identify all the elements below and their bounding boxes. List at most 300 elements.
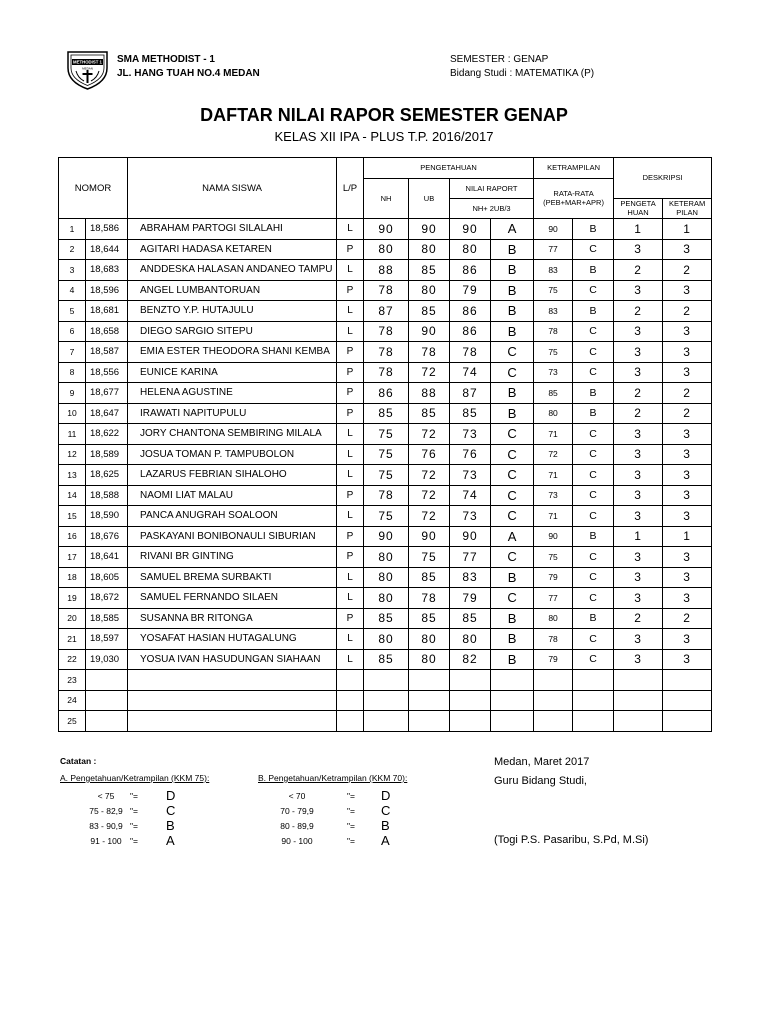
- nilai-raport: 82: [450, 649, 491, 670]
- deskripsi-pengetahuan: 3: [614, 506, 663, 527]
- nilai-raport: 86: [450, 301, 491, 322]
- gender: L: [337, 506, 364, 527]
- legend-equals: "=: [347, 791, 355, 801]
- ketrampilan-score: 80: [534, 608, 573, 629]
- table-row: [59, 649, 712, 670]
- table-row: [59, 362, 712, 383]
- ketrampilan-score: 78: [534, 321, 573, 342]
- ketrampilan-grade: B: [573, 301, 614, 322]
- deskripsi-pengetahuan: 3: [614, 567, 663, 588]
- nilai-raport-grade: B: [491, 403, 534, 424]
- gender: P: [337, 280, 364, 301]
- deskripsi-keterampilan: 2: [663, 403, 712, 424]
- student-id: 18,683: [86, 260, 128, 281]
- deskripsi-pengetahuan: 3: [614, 444, 663, 465]
- nilai-harian: 90: [364, 526, 409, 547]
- table-row: [59, 424, 712, 445]
- nilai-raport-grade: C: [491, 465, 534, 486]
- ketrampilan-grade: C: [573, 342, 614, 363]
- ujian-blok: 72: [409, 465, 450, 486]
- legend-equals: "=: [347, 806, 355, 816]
- student-id: 19,030: [86, 649, 128, 670]
- student-name: PANCA ANUGRAH SOALOON: [128, 506, 337, 527]
- deskripsi-keterampilan: 3: [663, 547, 712, 568]
- deskripsi-pengetahuan: 3: [614, 239, 663, 260]
- nilai-raport: 73: [450, 465, 491, 486]
- student-name: HELENA AGUSTINE: [128, 383, 337, 404]
- nilai-raport: 79: [450, 280, 491, 301]
- ujian-blok: [409, 690, 450, 711]
- deskripsi-pengetahuan: 3: [614, 629, 663, 650]
- ketrampilan-grade: B: [573, 526, 614, 547]
- table-row: [59, 506, 712, 527]
- col-deskripsi-pengetahuan: [614, 198, 663, 219]
- col-nama: NAMA SISWA: [128, 158, 337, 219]
- nilai-raport: 80: [450, 629, 491, 650]
- student-id: 18,676: [86, 526, 128, 547]
- nilai-raport-grade: B: [491, 383, 534, 404]
- table-row: [59, 629, 712, 650]
- ujian-blok: 75: [409, 547, 450, 568]
- kkm70-title: B. Pengetahuan/Ketrampilan (KKM 70):: [258, 773, 408, 783]
- ujian-blok: 78: [409, 342, 450, 363]
- ketrampilan-grade: C: [573, 567, 614, 588]
- legend-equals: "=: [130, 821, 138, 831]
- nilai-harian: 75: [364, 444, 409, 465]
- legend-grade: B: [381, 818, 390, 833]
- row-number: 10: [59, 403, 86, 424]
- legend-range: 91 - 100: [90, 836, 122, 846]
- gender: L: [337, 424, 364, 445]
- student-id: 18,597: [86, 629, 128, 650]
- notes-heading: Catatan :: [60, 756, 97, 766]
- gender: [337, 690, 364, 711]
- ketrampilan-score: 75: [534, 342, 573, 363]
- student-name: PASKAYANI BONIBONAULI SIBURIAN: [128, 526, 337, 547]
- legend-equals: "=: [347, 836, 355, 846]
- nilai-raport: 86: [450, 260, 491, 281]
- row-number: 5: [59, 301, 86, 322]
- student-name: AGITARI HADASA KETAREN: [128, 239, 337, 260]
- gender: L: [337, 301, 364, 322]
- gender: P: [337, 383, 364, 404]
- deskripsi-keterampilan: 3: [663, 506, 712, 527]
- subject-label: Bidang Studi : MATEMATIKA (P): [450, 68, 595, 79]
- deskripsi-pengetahuan: 2: [614, 301, 663, 322]
- deskripsi-pengetahuan: [614, 711, 663, 732]
- ujian-blok: 90: [409, 321, 450, 342]
- nilai-raport: 90: [450, 526, 491, 547]
- legend-range: 83 - 90,9: [89, 821, 123, 831]
- nilai-raport-grade: [491, 711, 534, 732]
- student-id: 18,589: [86, 444, 128, 465]
- table-row: [59, 321, 712, 342]
- ujian-blok: 85: [409, 260, 450, 281]
- ketrampilan-score: 79: [534, 649, 573, 670]
- ketrampilan-score: 71: [534, 465, 573, 486]
- gender: L: [337, 649, 364, 670]
- signature-name: (Togi P.S. Pasaribu, S.Pd, M.Si): [494, 834, 649, 846]
- nilai-raport: 85: [450, 608, 491, 629]
- grades-table-body: [59, 219, 712, 732]
- deskripsi-keterampilan: 2: [663, 383, 712, 404]
- ketrampilan-grade: C: [573, 485, 614, 506]
- table-row: [59, 547, 712, 568]
- col-ub: UB: [409, 178, 450, 219]
- ketrampilan-grade: B: [573, 403, 614, 424]
- nilai-harian: 80: [364, 239, 409, 260]
- row-number: 22: [59, 649, 86, 670]
- deskripsi-pengetahuan: 3: [614, 362, 663, 383]
- nilai-raport: 90: [450, 219, 491, 240]
- legend-range: 70 - 79,9: [280, 806, 314, 816]
- nilai-raport-grade: C: [491, 547, 534, 568]
- school-name: SMA METHODIST - 1: [117, 54, 215, 65]
- ketrampilan-grade: [573, 670, 614, 691]
- nilai-harian: [364, 690, 409, 711]
- student-id: 18,588: [86, 485, 128, 506]
- col-rata-rata: [534, 178, 614, 219]
- ketrampilan-score: 73: [534, 362, 573, 383]
- deskripsi-keterampilan: 3: [663, 362, 712, 383]
- col-nomor: NOMOR: [59, 158, 128, 219]
- nilai-harian: 78: [364, 342, 409, 363]
- student-id: 18,585: [86, 608, 128, 629]
- gender: P: [337, 485, 364, 506]
- student-id: 18,677: [86, 383, 128, 404]
- school-logo: [64, 48, 111, 90]
- ketrampilan-score: 72: [534, 444, 573, 465]
- nilai-raport-grade: C: [491, 342, 534, 363]
- student-name: YOSAFAT HASIAN HUTAGALUNG: [128, 629, 337, 650]
- ketrampilan-grade: [573, 711, 614, 732]
- table-row: [59, 588, 712, 609]
- legend-grade: A: [166, 833, 175, 848]
- ujian-blok: 90: [409, 219, 450, 240]
- ketrampilan-grade: C: [573, 465, 614, 486]
- ketrampilan-score: [534, 690, 573, 711]
- gender: L: [337, 465, 364, 486]
- ketrampilan-score: 90: [534, 526, 573, 547]
- legend-range: < 75: [97, 791, 115, 801]
- nilai-harian: 90: [364, 219, 409, 240]
- deskripsi-keterampilan: 3: [663, 649, 712, 670]
- nilai-raport: [450, 711, 491, 732]
- nilai-raport-grade: [491, 690, 534, 711]
- row-number: 7: [59, 342, 86, 363]
- table-row: [59, 444, 712, 465]
- ketrampilan-grade: C: [573, 239, 614, 260]
- student-name: YOSUA IVAN HASUDUNGAN SIAHAAN: [128, 649, 337, 670]
- row-number: 24: [59, 690, 86, 711]
- ketrampilan-score: 83: [534, 301, 573, 322]
- ketrampilan-grade: C: [573, 362, 614, 383]
- nilai-harian: 85: [364, 608, 409, 629]
- signature-place-date: Medan, Maret 2017: [494, 756, 590, 768]
- col-ketrampilan: KETRAMPILAN: [534, 158, 614, 179]
- legend-equals: "=: [130, 806, 138, 816]
- student-id: 18,556: [86, 362, 128, 383]
- nilai-harian: 85: [364, 649, 409, 670]
- nilai-raport: 87: [450, 383, 491, 404]
- rata-rata-label: RATA-RATA: [553, 189, 594, 199]
- nilai-raport-grade: C: [491, 424, 534, 445]
- gender: L: [337, 321, 364, 342]
- col-deskripsi-keterampilan: [663, 198, 712, 219]
- nilai-raport-grade: C: [491, 506, 534, 527]
- gender: L: [337, 629, 364, 650]
- nilai-harian: 88: [364, 260, 409, 281]
- col-lp: L/P: [337, 158, 364, 219]
- row-number: 17: [59, 547, 86, 568]
- nilai-raport-grade: B: [491, 608, 534, 629]
- ketrampilan-score: 75: [534, 547, 573, 568]
- student-id: 18,587: [86, 342, 128, 363]
- student-name: SAMUEL BREMA SURBAKTI: [128, 567, 337, 588]
- ketrampilan-grade: C: [573, 424, 614, 445]
- nilai-raport-grade: B: [491, 629, 534, 650]
- nilai-raport: 73: [450, 506, 491, 527]
- row-number: 6: [59, 321, 86, 342]
- ketrampilan-score: 71: [534, 424, 573, 445]
- table-row: [59, 567, 712, 588]
- ketrampilan-score: 90: [534, 219, 573, 240]
- deskripsi-keterampilan: 3: [663, 280, 712, 301]
- student-name: ANDDESKA HALASAN ANDANEO TAMPU: [128, 260, 337, 281]
- gender: P: [337, 403, 364, 424]
- gender: L: [337, 260, 364, 281]
- pengetahuan-short-2: HUAN: [627, 208, 649, 218]
- gender: [337, 670, 364, 691]
- legend-range: < 70: [288, 791, 306, 801]
- row-number: 19: [59, 588, 86, 609]
- nilai-harian: 78: [364, 280, 409, 301]
- row-number: 21: [59, 629, 86, 650]
- row-number: 23: [59, 670, 86, 691]
- ketrampilan-grade: C: [573, 588, 614, 609]
- ketrampilan-grade: B: [573, 260, 614, 281]
- student-name: [128, 670, 337, 691]
- ujian-blok: 72: [409, 506, 450, 527]
- semester-label: SEMESTER : GENAP: [450, 54, 549, 65]
- deskripsi-pengetahuan: 1: [614, 526, 663, 547]
- table-row: [59, 526, 712, 547]
- deskripsi-keterampilan: [663, 670, 712, 691]
- nilai-harian: 75: [364, 465, 409, 486]
- nilai-raport-grade: B: [491, 649, 534, 670]
- col-nilai-raport: NILAI RAPORT: [450, 178, 534, 198]
- student-id: 18,596: [86, 280, 128, 301]
- nilai-raport: 79: [450, 588, 491, 609]
- deskripsi-pengetahuan: 3: [614, 547, 663, 568]
- table-row: [59, 239, 712, 260]
- nilai-raport-grade: B: [491, 260, 534, 281]
- student-id: 18,590: [86, 506, 128, 527]
- ketrampilan-score: [534, 711, 573, 732]
- ujian-blok: 88: [409, 383, 450, 404]
- nilai-raport: 80: [450, 239, 491, 260]
- ujian-blok: 85: [409, 301, 450, 322]
- deskripsi-keterampilan: 3: [663, 424, 712, 445]
- ketrampilan-score: 71: [534, 506, 573, 527]
- deskripsi-pengetahuan: 2: [614, 608, 663, 629]
- nilai-raport-grade: C: [491, 485, 534, 506]
- ketrampilan-score: 85: [534, 383, 573, 404]
- ketrampilan-grade: C: [573, 649, 614, 670]
- svg-text:METHODIST 1: METHODIST 1: [73, 59, 102, 65]
- nilai-harian: 80: [364, 588, 409, 609]
- deskripsi-keterampilan: 3: [663, 342, 712, 363]
- nilai-raport-grade: A: [491, 526, 534, 547]
- ketrampilan-grade: C: [573, 506, 614, 527]
- col-nh: NH: [364, 178, 409, 219]
- deskripsi-pengetahuan: [614, 670, 663, 691]
- legend-grade: C: [381, 803, 391, 818]
- ketrampilan-grade: [573, 690, 614, 711]
- ketrampilan-grade: C: [573, 629, 614, 650]
- student-id: 18,681: [86, 301, 128, 322]
- student-name: [128, 690, 337, 711]
- keterampilan-short-2: PILAN: [676, 208, 698, 218]
- nilai-harian: 78: [364, 485, 409, 506]
- row-number: 25: [59, 711, 86, 732]
- nilai-raport-grade: C: [491, 362, 534, 383]
- deskripsi-keterampilan: 2: [663, 260, 712, 281]
- nilai-raport-grade: C: [491, 444, 534, 465]
- table-row: [59, 219, 712, 240]
- legend-range: 75 - 82,9: [89, 806, 123, 816]
- deskripsi-pengetahuan: 3: [614, 485, 663, 506]
- nilai-raport-grade: B: [491, 301, 534, 322]
- ujian-blok: 80: [409, 649, 450, 670]
- deskripsi-pengetahuan: 3: [614, 280, 663, 301]
- nilai-raport: 83: [450, 567, 491, 588]
- row-number: 20: [59, 608, 86, 629]
- ketrampilan-grade: B: [573, 219, 614, 240]
- student-name: SAMUEL FERNANDO SILAEN: [128, 588, 337, 609]
- gender: P: [337, 526, 364, 547]
- table-row: [59, 608, 712, 629]
- gender: L: [337, 567, 364, 588]
- legend-grade: D: [166, 788, 176, 803]
- nilai-harian: 80: [364, 567, 409, 588]
- keterampilan-short-1: KETERAM: [668, 199, 706, 209]
- student-id: [86, 711, 128, 732]
- gender: L: [337, 588, 364, 609]
- ujian-blok: 80: [409, 239, 450, 260]
- nilai-harian: 75: [364, 424, 409, 445]
- student-id: 18,672: [86, 588, 128, 609]
- legend-equals: "=: [347, 821, 355, 831]
- nilai-harian: 80: [364, 629, 409, 650]
- legend-grade: B: [166, 818, 175, 833]
- nilai-raport-grade: A: [491, 219, 534, 240]
- student-name: NAOMI LIAT MALAU: [128, 485, 337, 506]
- deskripsi-keterampilan: 1: [663, 219, 712, 240]
- grades-table: [58, 157, 712, 732]
- ketrampilan-score: 79: [534, 567, 573, 588]
- student-id: 18,647: [86, 403, 128, 424]
- student-id: 18,641: [86, 547, 128, 568]
- nilai-harian: [364, 670, 409, 691]
- ketrampilan-grade: C: [573, 280, 614, 301]
- nilai-harian: 80: [364, 547, 409, 568]
- student-id: 18,605: [86, 567, 128, 588]
- gender: P: [337, 608, 364, 629]
- student-id: 18,625: [86, 465, 128, 486]
- student-id: 18,622: [86, 424, 128, 445]
- nilai-raport: [450, 670, 491, 691]
- row-number: 12: [59, 444, 86, 465]
- table-row: [59, 383, 712, 404]
- deskripsi-keterampilan: 2: [663, 608, 712, 629]
- ujian-blok: 80: [409, 629, 450, 650]
- ujian-blok: 76: [409, 444, 450, 465]
- deskripsi-keterampilan: 3: [663, 567, 712, 588]
- legend-grade: D: [381, 788, 391, 803]
- student-name: LAZARUS FEBRIAN SIHALOHO: [128, 465, 337, 486]
- table-row: [59, 485, 712, 506]
- nilai-raport: 86: [450, 321, 491, 342]
- row-number: 4: [59, 280, 86, 301]
- gender: L: [337, 444, 364, 465]
- nilai-harian: 86: [364, 383, 409, 404]
- deskripsi-keterampilan: 3: [663, 485, 712, 506]
- ujian-blok: 80: [409, 280, 450, 301]
- ketrampilan-score: [534, 670, 573, 691]
- ketrampilan-grade: C: [573, 321, 614, 342]
- nilai-raport: 74: [450, 362, 491, 383]
- ketrampilan-grade: C: [573, 547, 614, 568]
- student-id: [86, 670, 128, 691]
- table-row: [59, 342, 712, 363]
- gender: P: [337, 239, 364, 260]
- row-number: 16: [59, 526, 86, 547]
- nilai-raport-grade: B: [491, 567, 534, 588]
- signature-role: Guru Bidang Studi,: [494, 775, 587, 787]
- deskripsi-pengetahuan: 3: [614, 321, 663, 342]
- table-row: [59, 280, 712, 301]
- deskripsi-pengetahuan: 3: [614, 342, 663, 363]
- deskripsi-pengetahuan: 3: [614, 588, 663, 609]
- nilai-raport-grade: C: [491, 588, 534, 609]
- row-number: 9: [59, 383, 86, 404]
- nilai-raport-grade: [491, 670, 534, 691]
- nilai-raport-grade: B: [491, 321, 534, 342]
- nilai-raport: 76: [450, 444, 491, 465]
- pengetahuan-short-1: PENGETA: [620, 199, 656, 209]
- nilai-harian: 75: [364, 506, 409, 527]
- ujian-blok: [409, 711, 450, 732]
- student-name: ANGEL LUMBANTORUAN: [128, 280, 337, 301]
- kkm75-title: A. Pengetahuan/Ketrampilan (KKM 75):: [60, 773, 210, 783]
- ujian-blok: 72: [409, 485, 450, 506]
- ketrampilan-grade: B: [573, 608, 614, 629]
- nilai-raport: [450, 690, 491, 711]
- deskripsi-keterampilan: 1: [663, 526, 712, 547]
- nilai-harian: 78: [364, 321, 409, 342]
- student-name: JORY CHANTONA SEMBIRING MILALA: [128, 424, 337, 445]
- row-number: 14: [59, 485, 86, 506]
- row-number: 8: [59, 362, 86, 383]
- legend-range: 80 - 89,9: [280, 821, 314, 831]
- deskripsi-pengetahuan: [614, 690, 663, 711]
- deskripsi-keterampilan: 3: [663, 465, 712, 486]
- student-name: BENZTO Y.P. HUTAJULU: [128, 301, 337, 322]
- ketrampilan-score: 77: [534, 239, 573, 260]
- gender: P: [337, 547, 364, 568]
- col-pengetahuan: PENGETAHUAN: [364, 158, 534, 179]
